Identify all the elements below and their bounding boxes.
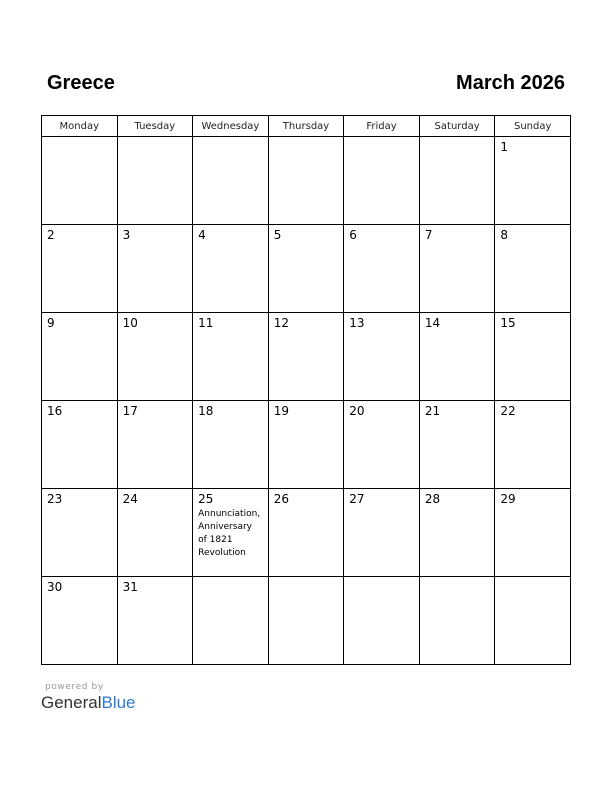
day-cell [42, 225, 118, 313]
day-number: 31 [122, 580, 138, 594]
day-cell-holiday [193, 489, 269, 577]
day-cell [419, 225, 495, 313]
day-cell [117, 225, 193, 313]
day-cell [419, 401, 495, 489]
week-row [42, 225, 571, 313]
day-number: 29 [500, 492, 516, 506]
day-cell [344, 313, 420, 401]
day-cell [42, 401, 118, 489]
day-cell [419, 137, 495, 225]
day-cell [42, 137, 118, 225]
day-cell [268, 313, 344, 401]
day-cell [344, 489, 420, 577]
day-cell [193, 137, 269, 225]
week-row [42, 489, 571, 577]
day-number: 10 [122, 316, 138, 330]
day-number: 1 [500, 140, 509, 154]
country-title: Greece [47, 72, 115, 94]
day-cell [495, 137, 571, 225]
weekday-header-saturday: Saturday [419, 116, 495, 137]
day-cell [193, 401, 269, 489]
day-cell [117, 577, 193, 665]
day-cell [193, 577, 269, 665]
day-cell [117, 489, 193, 577]
weekday-header-wednesday: Wednesday [193, 116, 269, 137]
day-cell [344, 137, 420, 225]
powered-by-label: powered by [45, 682, 104, 692]
day-cell [495, 401, 571, 489]
day-cell [117, 137, 193, 225]
day-cell [268, 577, 344, 665]
day-cell [268, 225, 344, 313]
week-row [42, 313, 571, 401]
day-cell [419, 489, 495, 577]
week-row [42, 577, 571, 665]
day-cell [42, 489, 118, 577]
day-number: 22 [500, 404, 516, 418]
day-cell [268, 489, 344, 577]
day-cell [495, 313, 571, 401]
brand-text-blue: Blue [101, 693, 136, 712]
weekday-header-friday: Friday [344, 116, 420, 137]
day-number: 19 [273, 404, 289, 418]
day-number: 11 [198, 316, 214, 330]
day-number: 24 [122, 492, 138, 506]
day-number: 4 [198, 228, 206, 242]
day-number: 28 [424, 492, 441, 506]
weekday-header-monday: Monday [42, 116, 118, 137]
day-cell [419, 313, 495, 401]
day-number: 23 [47, 492, 63, 506]
weekday-header-row [42, 116, 571, 137]
day-number: 18 [198, 404, 214, 418]
day-number: 7 [424, 228, 433, 242]
day-number: 13 [349, 316, 365, 330]
day-cell [495, 577, 571, 665]
day-number: 26 [273, 492, 289, 506]
weekday-header-sunday: Sunday [495, 116, 571, 137]
day-cell [495, 489, 571, 577]
day-number: 12 [273, 316, 289, 330]
day-cell [193, 313, 269, 401]
day-cell [268, 137, 344, 225]
month-year-title: March 2026 [456, 72, 565, 94]
day-number: 16 [47, 404, 63, 418]
day-cell [42, 313, 118, 401]
day-number: 2 [47, 228, 55, 242]
day-cell [419, 577, 495, 665]
week-row [42, 137, 571, 225]
day-cell [344, 401, 420, 489]
day-number: 20 [349, 404, 365, 418]
brand-text-general: General [41, 693, 102, 712]
day-number: 27 [349, 492, 365, 506]
day-number: 9 [47, 316, 55, 330]
weekday-header-thursday: Thursday [268, 116, 344, 137]
day-number: 15 [500, 316, 516, 330]
generalblue-logo[interactable] [41, 693, 136, 713]
week-row [42, 401, 571, 489]
day-cell [193, 225, 269, 313]
day-number: 8 [500, 228, 509, 242]
day-number: 14 [424, 316, 441, 330]
day-number: 25 [198, 492, 214, 506]
day-cell [42, 577, 118, 665]
day-number: 3 [122, 228, 131, 242]
day-number: 6 [349, 228, 357, 242]
day-number: 5 [273, 228, 282, 242]
day-number: 21 [424, 404, 441, 418]
weekday-header-tuesday: Tuesday [117, 116, 193, 137]
day-cell [344, 225, 420, 313]
day-cell [117, 401, 193, 489]
day-number: 30 [47, 580, 63, 594]
day-cell [117, 313, 193, 401]
day-cell [344, 577, 420, 665]
holiday-label: Annunciation, Anniversary of 1821 Revolution [198, 509, 261, 558]
day-cell [495, 225, 571, 313]
calendar-grid [41, 115, 571, 665]
day-number: 17 [122, 404, 138, 418]
day-cell [268, 401, 344, 489]
